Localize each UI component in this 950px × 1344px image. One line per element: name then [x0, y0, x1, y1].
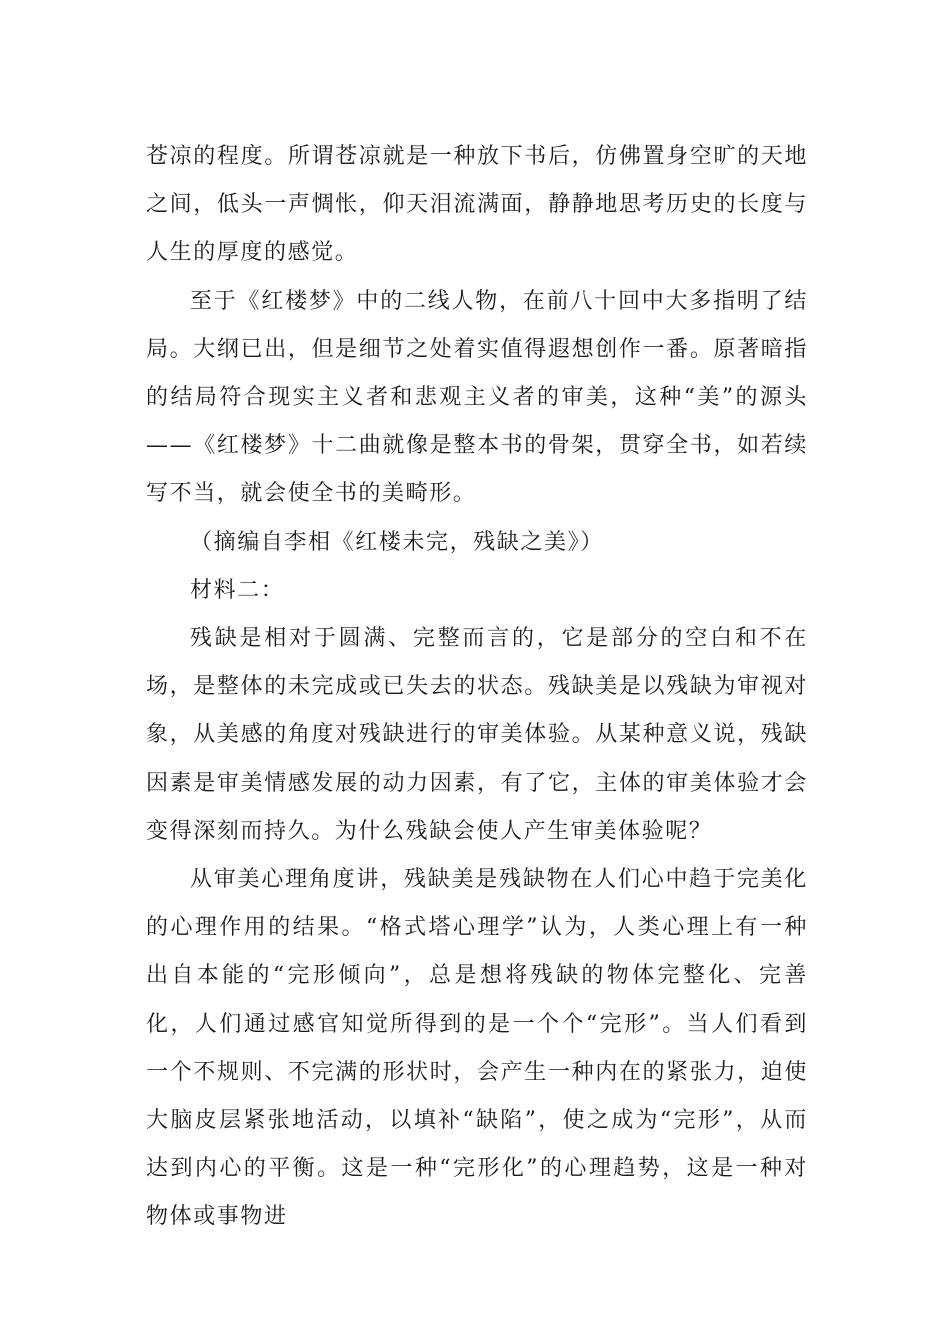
material-heading: 材料二： — [190, 577, 285, 603]
paragraph-continuation: 苍凉的程度。所谓苍凉就是一种放下书后，仿佛置身空旷的天地之间，低头一声惆怅，仰天泪流满面，静静地思考历史的长度与人生的厚度的感觉。 — [146, 144, 808, 266]
paragraph-psychology: 从审美心理角度讲，残缺美是残缺物在人们心中趋于完美化的心理作用的结果。“格式塔心理学”认为，人类心理上有一种出自本能的“完形倾向”，总是想将残缺的物体完整化、完善化，人们通过感官知觉所得到的是一个个“完形”。当人们看到一个不规则、不完满的形状时，会产生一种内在的紧张力，迫使大脑皮层紧张地活动，以填补“缺陷”，使之成为“完形”，从而达到内心的平衡。这是一种“完形化”的心理趋势，这是一种对物体或事物进 — [146, 867, 808, 1230]
paragraph-definition: 残缺是相对于圆满、完整而言的，它是部分的空白和不在场，是整体的未完成或已失去的状态。残缺美是以残缺为审视对象，从美感的角度对残缺进行的审美体验。从某种意义说，残缺因素是审美情感发展的动力因素，有了它，主体的审美体验才会变得深刻而持久。为什么残缺会使人产生审美体验呢？ — [146, 626, 808, 844]
source-citation: （摘编自李相《红楼未完，残缺之美》） — [190, 529, 604, 555]
document-body — [146, 133, 808, 1242]
paragraph-secondary-characters: 至于《红楼梦》中的二线人物，在前八十回中大多指明了结局。大纲已出，但是细节之处着实值得遐想创作一番。原著暗指的结局符合现实主义者和悲观主义者的审美，这种“美”的源头——《红楼梦》十二曲就像是整本书的骨架，贯穿全书，如若续写不当，就会使全书的美畸形。 — [146, 288, 808, 507]
